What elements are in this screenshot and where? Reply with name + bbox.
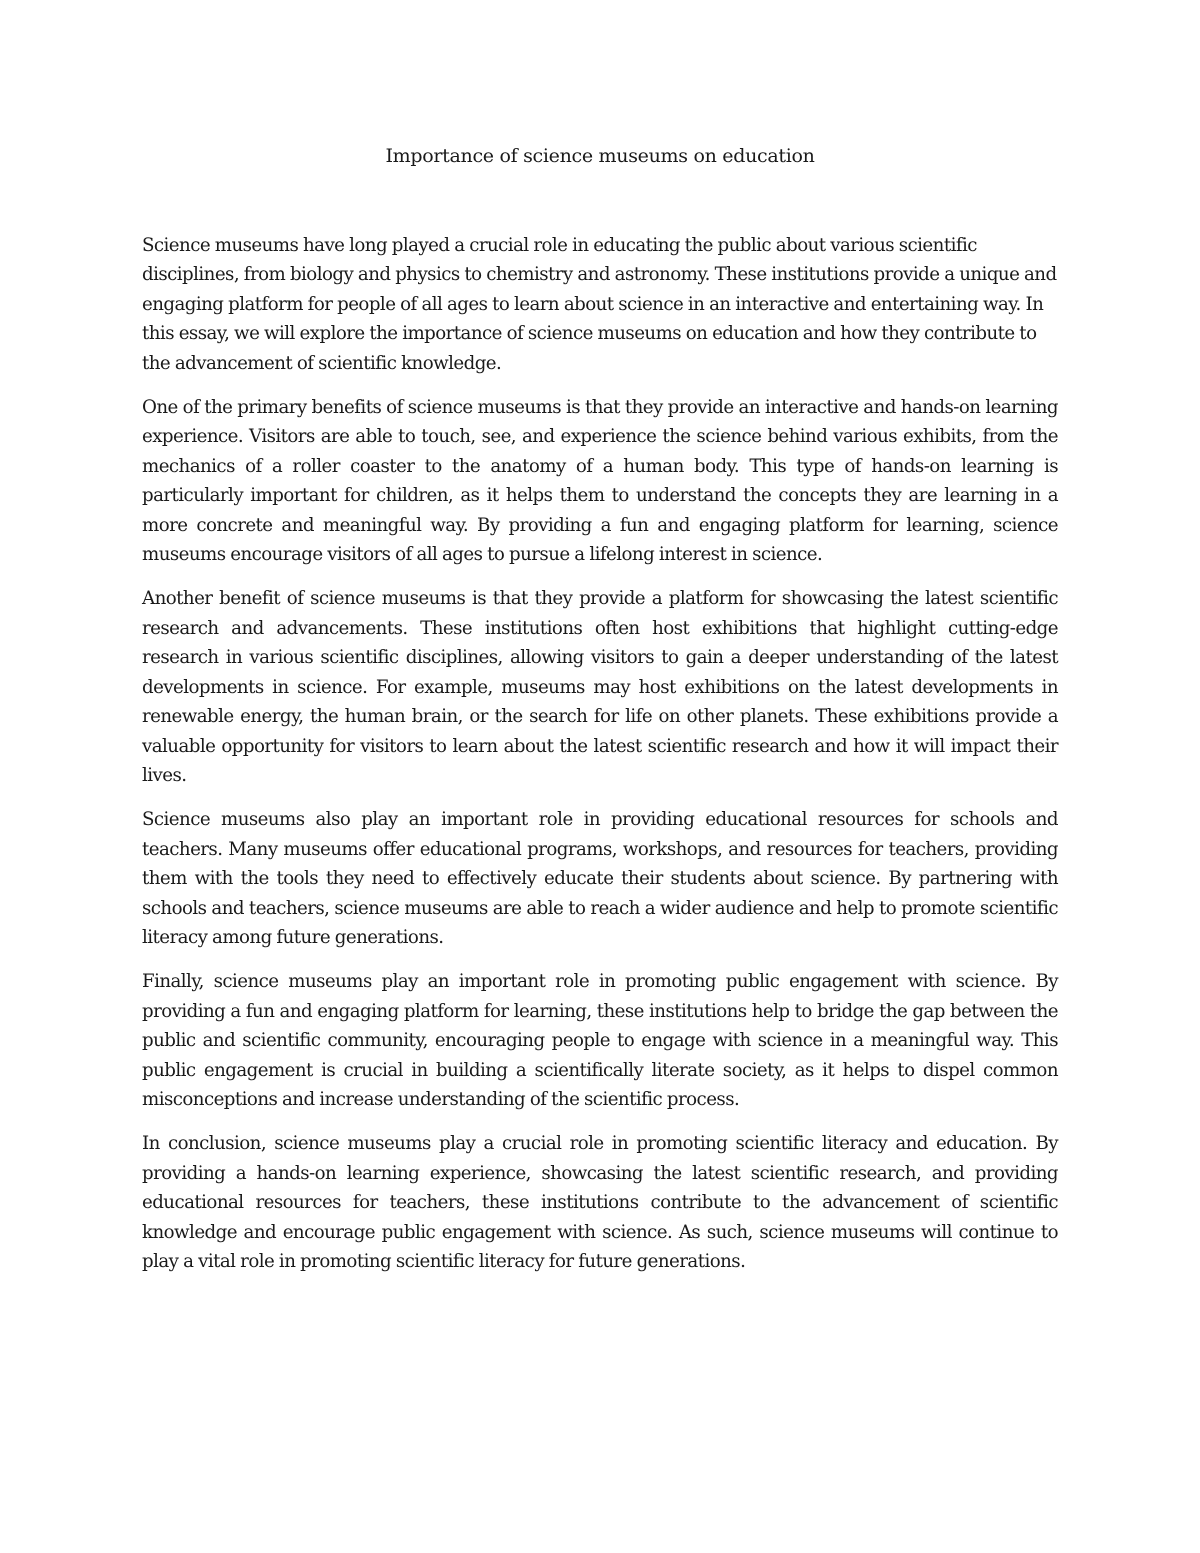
paragraph-educational-resources: Science museums also play an important role in providing educational resources for schools and teachers. Many museums offer educational programs, workshops, and resources for teachers, providing them with the tools they need to effectively educate their students about science. By partnering with schools and teachers, science museums are able to reach a wider audience and help to promote scientific literacy among future generations. <box>142 809 1058 948</box>
paragraph-conclusion: In conclusion, science museums play a crucial role in promoting scientific literacy and education. By providing a hands-on learning experience, showcasing the latest scientific research, and providing educational resources for teachers, these institutions contribute to the advancement of scientific knowledge and encourage public engagement with science. As such, science museums will continue to play a vital role in promoting scientific literacy for future generations. <box>142 1133 1058 1272</box>
paragraph-hands-on-learning: One of the primary benefits of science museums is that they provide an interactive and hands-on learning experience. Visitors are able to touch, see, and experience the science behind various exhibits, from the mechanics of a roller coaster to the anatomy of a human body. This type of hands-on learning is particularly important for children, as it helps them to understand the concepts they are learning in a more concrete and meaningful way. By providing a fun and engaging platform for learning, science museums encourage visitors of all ages to pursue a lifelong interest in science. <box>142 397 1058 566</box>
paragraph-introduction: Science museums have long played a crucial role in educating the public about various scientific disciplines, from biology and physics to chemistry and astronomy. These institutions provide a unique and engaging platform for people of all ages to learn about science in an interactive and entertaining way. In this essay, we will explore the importance of science museums on education and how they contribute to the advancement of scientific knowledge. <box>142 235 1057 374</box>
document-body <box>142 231 1058 1291</box>
paragraph-latest-research: Another benefit of science museums is that they provide a platform for showcasing the latest scientific research and advancements. These institutions often host exhibitions that highlight cutting-edge research in various scientific disciplines, allowing visitors to gain a deeper understanding of the latest developments in science. For example, museums may host exhibitions on the latest developments in renewable energy, the human brain, or the search for life on other planets. These exhibitions provide a valuable opportunity for visitors to learn about the latest scientific research and how it will impact their lives. <box>142 588 1058 786</box>
document-title: Importance of science museums on education <box>385 145 815 167</box>
paragraph-public-engagement: Finally, science museums play an important role in promoting public engagement with science. By providing a fun and engaging platform for learning, these institutions help to bridge the gap between the public and scientific community, encouraging people to engage with science in a meaningful way. This public engagement is crucial in building a scientifically literate society, as it helps to dispel common misconceptions and increase understanding of the scientific process. <box>142 971 1058 1110</box>
